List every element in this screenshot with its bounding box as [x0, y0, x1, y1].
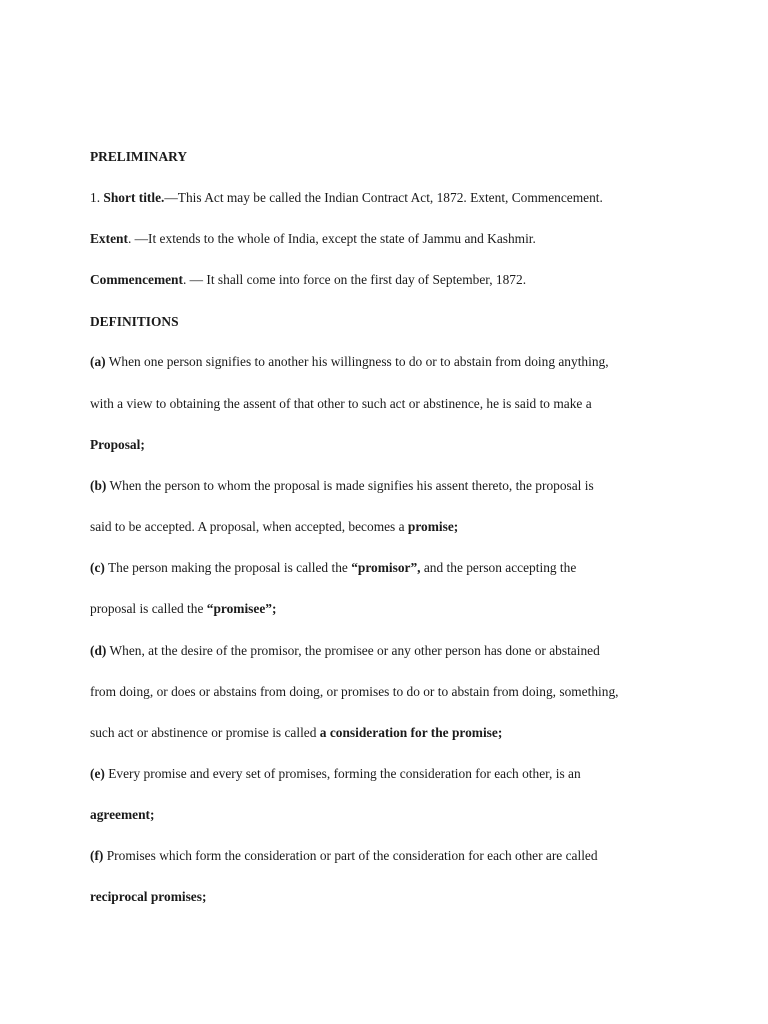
- definition-b-text-1: When the person to whom the proposal is made signifies his assent thereto, the proposal is: [106, 478, 594, 493]
- definition-a-term-text: Proposal;: [90, 437, 145, 452]
- definition-f-term-text: reciprocal promises;: [90, 889, 207, 904]
- definition-b-line-1: [90, 477, 594, 495]
- definitions-heading: [90, 313, 179, 331]
- definition-f-text-1: Promises which form the consideration or part of the consideration for each other are called: [103, 848, 598, 863]
- definition-c-text-2: proposal is called the: [90, 601, 207, 616]
- extent-text: . —It extends to the whole of India, except the state of Jammu and Kashmir.: [127, 231, 536, 246]
- definition-a-line-1: [90, 353, 609, 371]
- definition-d-line-3: [90, 724, 502, 742]
- commencement-text: . — It shall come into force on the first day of September, 1872.: [182, 272, 527, 287]
- definition-d-line-2: [90, 683, 619, 701]
- definition-d-text-1: When, at the desire of the promisor, the promisee or any other person has done or abstained: [106, 643, 600, 658]
- section-1-label: Short title.: [103, 190, 165, 205]
- definition-c-marker: (c): [90, 560, 105, 575]
- definition-c-text-1b: and the person accepting the: [420, 560, 577, 575]
- definition-b-line-2: [90, 518, 458, 536]
- definition-a-text-1: When one person signifies to another his willingness to do or to abstain from doing anything,: [105, 354, 609, 369]
- definition-c-line-2: [90, 600, 276, 618]
- extent-label: Extent: [90, 231, 128, 246]
- definition-f-term: [90, 888, 206, 906]
- definition-e-line-1: [90, 765, 581, 783]
- section-1-number: 1.: [90, 190, 101, 205]
- definition-e-term: [90, 806, 154, 824]
- definition-f-marker: (f): [90, 848, 104, 863]
- definition-d-line-1: [90, 642, 600, 660]
- preliminary-heading-text: PRELIMINARY: [90, 149, 187, 164]
- definition-b-term: promise;: [407, 519, 459, 534]
- definition-d-text-3: such act or abstinence or promise is called: [90, 725, 320, 740]
- definition-e-text-1: Every promise and every set of promises, forming the consideration for each other, is an: [104, 766, 581, 781]
- definition-c-line-1: [90, 559, 576, 577]
- definitions-heading-text: DEFINITIONS: [90, 314, 179, 329]
- definition-a-term: [90, 436, 145, 454]
- definition-e-marker: (e): [90, 766, 105, 781]
- section-1-short-title: [90, 189, 603, 207]
- commencement-label: Commencement: [90, 272, 183, 287]
- definition-c-term-promisee: “promisee”;: [206, 601, 277, 616]
- preliminary-heading: [90, 148, 187, 166]
- definition-a-line-2: [90, 395, 592, 413]
- definition-c-term-promisor: “promisor”,: [351, 560, 421, 575]
- definition-a-marker: (a): [90, 354, 106, 369]
- definition-d-text-2: from doing, or does or abstains from doing, or promises to do or to abstain from doing, something,: [90, 684, 619, 699]
- definition-b-text-2: said to be accepted. A proposal, when accepted, becomes a: [90, 519, 408, 534]
- commencement-paragraph: [90, 271, 526, 289]
- definition-c-text-1a: The person making the proposal is called the: [104, 560, 352, 575]
- definition-b-marker: (b): [90, 478, 107, 493]
- definition-d-marker: (d): [90, 643, 107, 658]
- definition-e-term-text: agreement;: [90, 807, 155, 822]
- definition-f-line-1: [90, 847, 598, 865]
- definition-a-text-2: with a view to obtaining the assent of that other to such act or abstinence, he is said to make a: [90, 396, 592, 411]
- extent-paragraph: [90, 230, 536, 248]
- section-1-text: —This Act may be called the Indian Contract Act, 1872. Extent, Commencement.: [164, 190, 603, 205]
- definition-d-term: a consideration for the promise;: [319, 725, 503, 740]
